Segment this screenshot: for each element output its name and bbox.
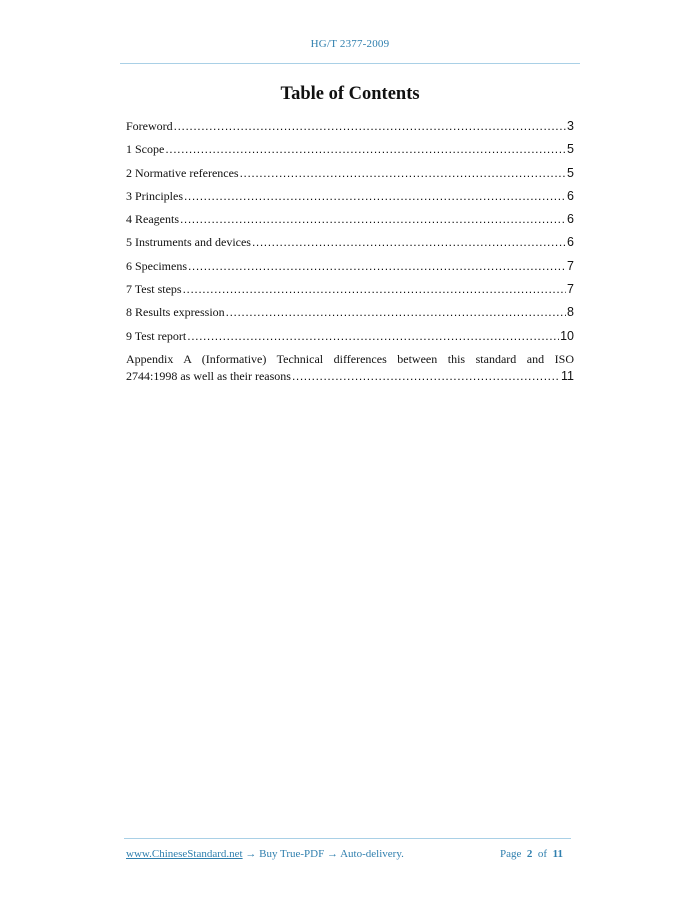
toc-entry-label: 4 Reagents — [126, 212, 179, 227]
toc-leader-dots — [292, 368, 560, 385]
toc-entry-page: 7 — [567, 282, 574, 297]
footer-promo — [126, 848, 404, 860]
toc-entry-label: 7 Test steps — [126, 282, 182, 297]
table-of-contents — [126, 118, 574, 385]
toc-leader-dots — [226, 304, 566, 320]
toc-entry-page: 6 — [567, 188, 574, 203]
toc-entry-test-steps[interactable] — [126, 281, 574, 304]
toc-appendix-title-continuation: 2744:1998 as well as their reasons — [126, 368, 291, 383]
toc-entry-label: 9 Test report — [126, 328, 187, 343]
toc-entry-normative-references[interactable] — [126, 165, 574, 188]
toc-entry-page: 5 — [567, 142, 574, 157]
toc-entry-page: 8 — [567, 305, 574, 320]
header-divider — [120, 63, 580, 64]
toc-leader-dots — [252, 234, 566, 250]
toc-entry-results-expression[interactable] — [126, 304, 574, 327]
toc-leader-dots — [174, 118, 566, 134]
toc-leader-dots — [180, 211, 566, 227]
toc-entry-page: 11 — [561, 368, 574, 383]
document-code-header: HG/T 2377-2009 — [310, 38, 390, 50]
of-word: of — [537, 848, 548, 860]
toc-entry-label: 1 Scope — [126, 142, 165, 157]
toc-entry-label: 8 Results expression — [126, 305, 225, 320]
toc-leader-dots — [187, 328, 559, 344]
chinesestandard-link[interactable]: www.ChineseStandard.net — [126, 848, 243, 860]
toc-entry-reagents[interactable] — [126, 211, 574, 234]
toc-entry-appendix-a[interactable] — [126, 351, 574, 385]
current-page-number: 2 — [526, 848, 533, 860]
toc-entry-specimens[interactable] — [126, 258, 574, 281]
page-word: Page — [500, 848, 522, 860]
toc-leader-dots — [183, 281, 566, 297]
toc-entry-label: Foreword — [126, 119, 173, 133]
toc-entry-foreword[interactable] — [126, 118, 574, 141]
page-title: Table of Contents — [280, 84, 420, 104]
toc-appendix-title-line: Appendix A (Informative) Technical differences between this standard and ISO — [126, 351, 574, 366]
toc-entry-principles[interactable] — [126, 188, 574, 211]
toc-entry-page: 5 — [567, 165, 574, 180]
total-pages-number: 11 — [552, 848, 563, 860]
toc-leader-dots — [188, 258, 566, 274]
toc-entry-page: 7 — [567, 258, 574, 273]
page-indicator — [500, 848, 563, 860]
toc-leader-dots — [165, 141, 566, 157]
footer-divider — [124, 838, 571, 839]
toc-entry-label: 2 Normative references — [126, 165, 239, 180]
toc-entry-test-report[interactable] — [126, 328, 574, 351]
toc-entry-scope[interactable] — [126, 141, 574, 164]
footer-promo-text: → Buy True-PDF → Auto-delivery. — [242, 848, 404, 860]
toc-entry-label: 5 Instruments and devices — [126, 235, 251, 250]
toc-leader-dots — [240, 165, 566, 181]
toc-entry-label: 3 Principles — [126, 188, 183, 203]
toc-entry-page: 6 — [567, 212, 574, 227]
toc-leader-dots — [184, 188, 566, 204]
toc-entry-instruments[interactable] — [126, 234, 574, 257]
toc-entry-label: 6 Specimens — [126, 258, 187, 273]
toc-entry-page: 10 — [560, 328, 574, 343]
toc-entry-page: 6 — [567, 235, 574, 250]
toc-entry-page: 3 — [567, 119, 574, 133]
